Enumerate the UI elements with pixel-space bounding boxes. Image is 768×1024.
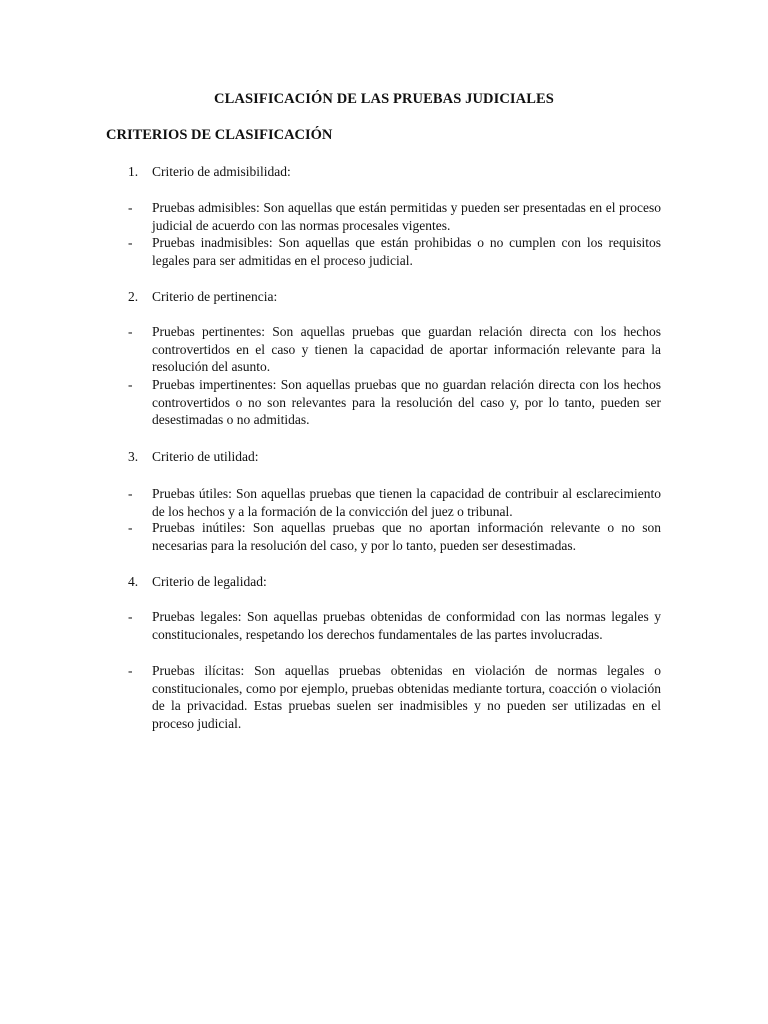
criterion-label: Criterio de admisibilidad: <box>152 164 291 179</box>
bullet-dash: - <box>128 663 133 678</box>
list-item-text: Pruebas legales: Son aquellas pruebas obtenidas de conformidad con las normas legales y constitucionales, respetando los derechos fundamentales de las partes involucradas. <box>152 609 661 642</box>
list-item <box>128 376 661 429</box>
criterion-heading-utilidad <box>128 449 258 465</box>
criterion-heading-admisibilidad <box>128 164 291 180</box>
list-item-text: Pruebas ilícitas: Son aquellas pruebas obtenidas en violación de normas legales o constitucionales, como por ejemplo, pruebas obtenidas mediante tortura, coacción o violación de la privacidad. Estas pruebas suelen ser inadmisibles y no pueden ser utilizadas en el proceso judicial. <box>152 663 661 731</box>
bullet-dash: - <box>128 609 133 624</box>
bullet-dash: - <box>128 324 133 339</box>
document-title: CLASIFICACIÓN DE LAS PRUEBAS JUDICIALES <box>214 91 554 107</box>
criterion-label: Criterio de legalidad: <box>152 574 267 589</box>
list-item-text: Pruebas inútiles: Son aquellas pruebas que no aportan información relevante o no son necesarias para la resolución del caso, y por lo tanto, pueden ser desestimadas. <box>152 520 661 553</box>
list-item-text: Pruebas útiles: Son aquellas pruebas que tienen la capacidad de contribuir al esclarecimiento de los hechos y a la formación de la convicción del juez o tribunal. <box>152 486 661 519</box>
list-item <box>128 323 661 376</box>
list-item-text: Pruebas admisibles: Son aquellas que están permitidas y pueden ser presentadas en el proceso judicial de acuerdo con las normas procesales vigentes. <box>152 200 661 233</box>
criterion-number: 1. <box>128 164 139 179</box>
list-item <box>128 519 661 554</box>
list-item-text: Pruebas impertinentes: Son aquellas pruebas que no guardan relación directa con los hechos controvertidos o no son relevantes para la resolución del caso y, por lo tanto, pueden ser desestimadas o no admitidas. <box>152 377 661 427</box>
list-item-text: Pruebas inadmisibles: Son aquellas que están prohibidas o no cumplen con los requisitos legales para ser admitidas en el proceso judicial. <box>152 235 661 268</box>
criterion-label: Criterio de pertinencia: <box>152 289 278 304</box>
criterion-label: Criterio de utilidad: <box>152 449 259 464</box>
criterion-number: 3. <box>128 449 139 464</box>
list-item <box>128 662 661 732</box>
list-item <box>128 485 661 520</box>
criterion-heading-legalidad <box>128 574 267 590</box>
criterion-number: 2. <box>128 289 139 304</box>
bullet-dash: - <box>128 377 133 392</box>
list-item <box>128 608 661 643</box>
bullet-dash: - <box>128 200 133 215</box>
criterion-heading-pertinencia <box>128 289 277 305</box>
list-item-text: Pruebas pertinentes: Son aquellas pruebas que guardan relación directa con los hechos controvertidos en el caso y tienen la capacidad de aportar información relevante para la resolución del asunto. <box>152 324 661 374</box>
bullet-dash: - <box>128 486 133 501</box>
bullet-dash: - <box>128 235 133 250</box>
list-item <box>128 234 661 269</box>
criterion-number: 4. <box>128 574 139 589</box>
list-item <box>128 199 661 234</box>
bullet-dash: - <box>128 520 133 535</box>
section-heading: CRITERIOS DE CLASIFICACIÓN <box>106 127 333 143</box>
